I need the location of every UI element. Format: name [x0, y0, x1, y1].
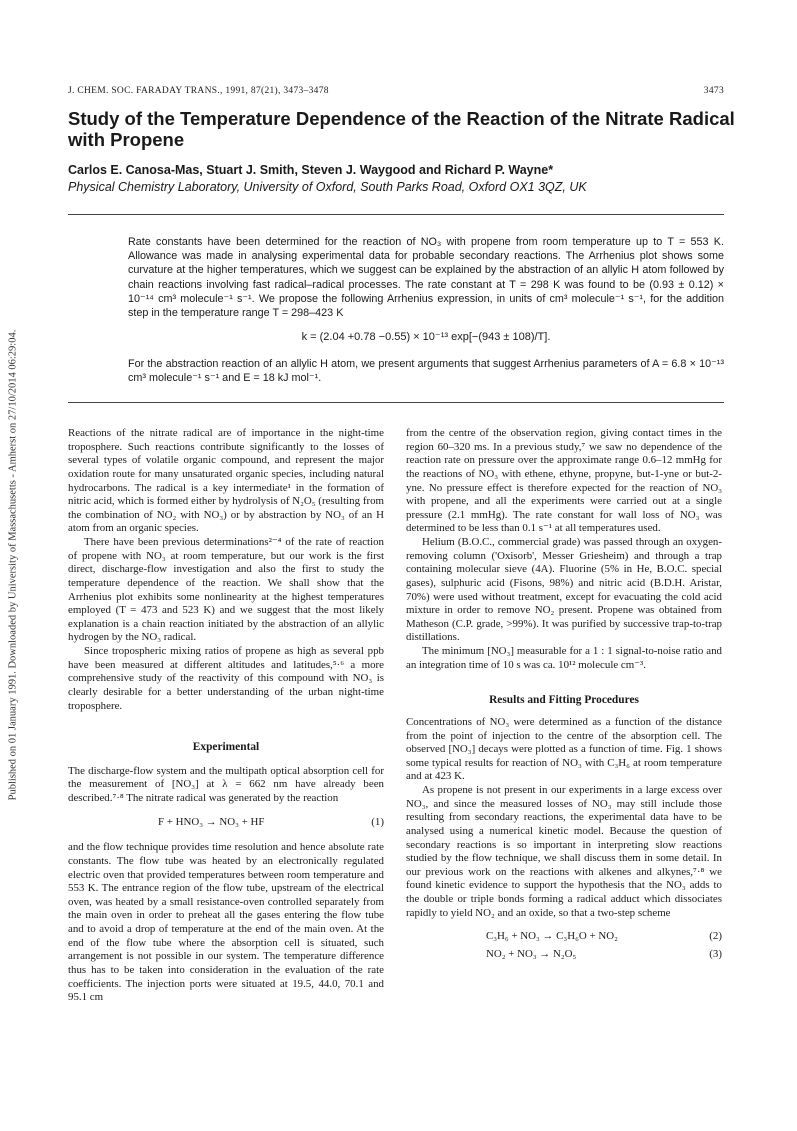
results-paragraph-1: Concentrations of NO₃ were determined as a function of the distance from the point of injection to the centre of the absorption cell. The observed [NO₃] decays were plotted as a function of time. Fig. 1 shows some typical results for reaction of NO₃ with C₃H₆ at room temperature and at 423 K.: [406, 715, 722, 783]
equation-2-body: C₃H₆ + NO₃ → C₃H₆O + NO₂: [486, 930, 618, 943]
experimental-paragraph-1: The discharge-flow system and the multipath optical absorption cell for the measurement of [NO₃] at λ = 662 nm have already been described.⁷·⁸ The nitrate radical was generated by the reaction: [68, 764, 384, 804]
intro-paragraph-2: There have been previous determinations²⁻⁴ of the rate of reaction of propene with NO₃ at room temperature, but our work is the first direct, discharge-flow investigation and also the first to study the temperature dependence of the reaction. We shall show that the Arrhenius plot exhibits some nonlinearity at the highest temperatures employed (T = 473 and 523 K) and we suggest that the most likely explanation is a chain reaction initiated by the abstraction of an allylic hydrogen by the NO₃ radical.: [68, 536, 384, 644]
results-paragraph-2: As propene is not present in our experiments in a large excess over NO₃, and since the measured losses of NO₃ may still include those resulting from secondary reactions, the experimental data have to be analysed using a numerical kinetic model. Because the question of secondary reactions is so important in interpreting slow reactions studied by the flow technique, we shall discuss them in some detail. In our previous work on the reactions with alkenes and alkynes,⁷·⁸ we found kinetic evidence to support the hypothesis that the NO₃ adds to the double or triple bonds forming a radical adduct which dissociates rapidly to yield NO₂ and an oxide, so that a two-step scheme: [406, 784, 722, 919]
left-column: [68, 427, 384, 1005]
section-heading-experimental: Experimental: [192, 741, 260, 754]
equation-1-number: (1): [371, 815, 384, 828]
methods-paragraph-2: Helium (B.O.C., commercial grade) was passed through an oxygen-removing column ('Oxisorb', Messer Griesheim) and through a trap containing molecular sieve (4A). Fluorine (5% in He, B.O.C. special gases), sulphuric acid (Fisons, 98%) and nitric acid (B.D.H. Aristar, 70%) were used without treatment, except for evacuating the cold acid mixture in order to remove NO₂ present. Propene was obtained from Matheson (C.P. grade, >99%). It was purified by successive trap-to-trap distillations.: [406, 536, 722, 644]
author-list: Carlos E. Canosa-Mas, Stuart J. Smith, Steven J. Waygood and Richard P. Wayne*: [68, 163, 554, 177]
running-head: [68, 86, 724, 96]
equation-3-body: NO₂ + NO₃ → N₂O₅: [486, 947, 577, 960]
right-column: [406, 427, 722, 962]
experimental-paragraph-2: and the flow technique provides time resolution and hence absolute rate constants. The flow tube was heated by an electronically regulated electric oven that provided temperatures between room temperature and 553 K. The entrance region of the flow tube, upstream of the electrical oven, was heated by a small resistance-oven controlled separately from the main oven in order to preheat all the gases entering the flow tube and to avoid a drop of temperature at the end of the main oven. At the end of the flow tube where the absorption cell is situated, such arrangement is not possible in our system. The temperature difference thus has to be taken into consideration in the evaluation of the rate coefficients. The injection ports were situated at 19.5, 44.0, 70.1 and 95.1 cm: [68, 841, 384, 1004]
page-number: 3473: [703, 86, 724, 96]
divider-bottom: [68, 402, 724, 403]
download-watermark: [0, 0, 26, 1131]
methods-paragraph-1: from the centre of the observation region, giving contact times in the region 60–320 ms. In a previous study,⁷ we saw no dependence of the reaction rate on pressure over the approximate range 0.6–12 mmHg for the reactions of NO₃ with ethene, ethyne, propyne, but-1-yne or but-2-yne. No pressure effect is therefore expected for the reaction of NO₃ with propene, and all the experiments were carried out at a single pressure (2.1 mmHg). The rate constant for wall loss of NO₃ was determined to be less than 0.1 s⁻¹ at all temperatures used.: [406, 427, 722, 535]
methods-paragraph-3: The minimum [NO₃] measurable for a 1 : 1 signal-to-noise ratio and an integration time of 10 s was ca. 10¹² molecule cm⁻³.: [406, 645, 722, 671]
abstract-paragraph-1: Rate constants have been determined for the reaction of NO₃ with propene from room temperature up to T = 553 K. Allowance was made in analysing experimental data for probable secondary reactions. The Arrhenius plot shows some curvature at the higher temperatures, which we suggest can be explained by the abstraction of an allylic H atom followed by chain reactions involving fast radical–radical processes. The rate constant at T = 298 K was found to be (0.93 ± 0.12) × 10⁻¹⁴ cm³ molecule⁻¹ s⁻¹. We propose the following Arrhenius expression, in units of cm³ molecule⁻¹ s⁻¹, for the addition step in the temperature range T = 298–423 K: [128, 236, 724, 320]
equation-2: [406, 930, 722, 944]
abstract-equation: k = (2.04 +0.78 −0.55) × 10⁻¹³ exp[−(943 ± 108)/T].: [301, 331, 551, 343]
intro-paragraph-1: Reactions of the nitrate radical are of importance in the night-time troposphere. Such reactions contribute significantly to the losses of several types of volatile organic compound, and represent the major oxidation route for many unsaturated organic species, including natural hydrocarbons. The radical is a key intermediate¹ in the formation of nitric acid, which is formed either by hydrolysis of N₂O₅ (resulting from the combination of NO₂ with NO₃) or by abstraction by NO₃ of an H atom from an organic species.: [68, 427, 384, 535]
intro-paragraph-3: Since tropospheric mixing ratios of propene as high as several ppb have been measured at different altitudes and latitudes,⁵·⁶ a more comprehensive study of the reactivity of this compound with NO₃ is clearly desirable for a better understanding of the urban night-time troposphere.: [68, 645, 384, 712]
equation-2-number: (2): [709, 930, 722, 943]
abstract-paragraph-2: For the abstraction reaction of an allylic H atom, we present arguments that suggest Arrhenius parameters of A = 6.8 × 10⁻¹³ cm³ molecule⁻¹ s⁻¹ and E = 18 kJ mol⁻¹.: [128, 358, 724, 385]
section-heading-results: Results and Fitting Procedures: [489, 694, 639, 707]
equation-3-number: (3): [709, 947, 722, 960]
equation-3: [406, 948, 722, 962]
equation-1: [68, 816, 384, 830]
divider-top: [68, 214, 724, 215]
journal-citation: J. CHEM. SOC. FARADAY TRANS., 1991, 87(21), 3473–3478: [68, 86, 329, 96]
equation-1-body: F + HNO₃ → NO₃ + HF: [158, 815, 265, 828]
paper-title: Study of the Temperature Dependence of the Reaction of the Nitrate Radical with Propene: [68, 108, 735, 150]
affiliation: Physical Chemistry Laboratory, University of Oxford, South Parks Road, Oxford OX1 3QZ, UK: [68, 180, 587, 194]
watermark-text: Published on 01 January 1991. Downloaded by University of Massachusetts - Amherst on 27/10/2014 06:29:04.: [7, 329, 19, 801]
